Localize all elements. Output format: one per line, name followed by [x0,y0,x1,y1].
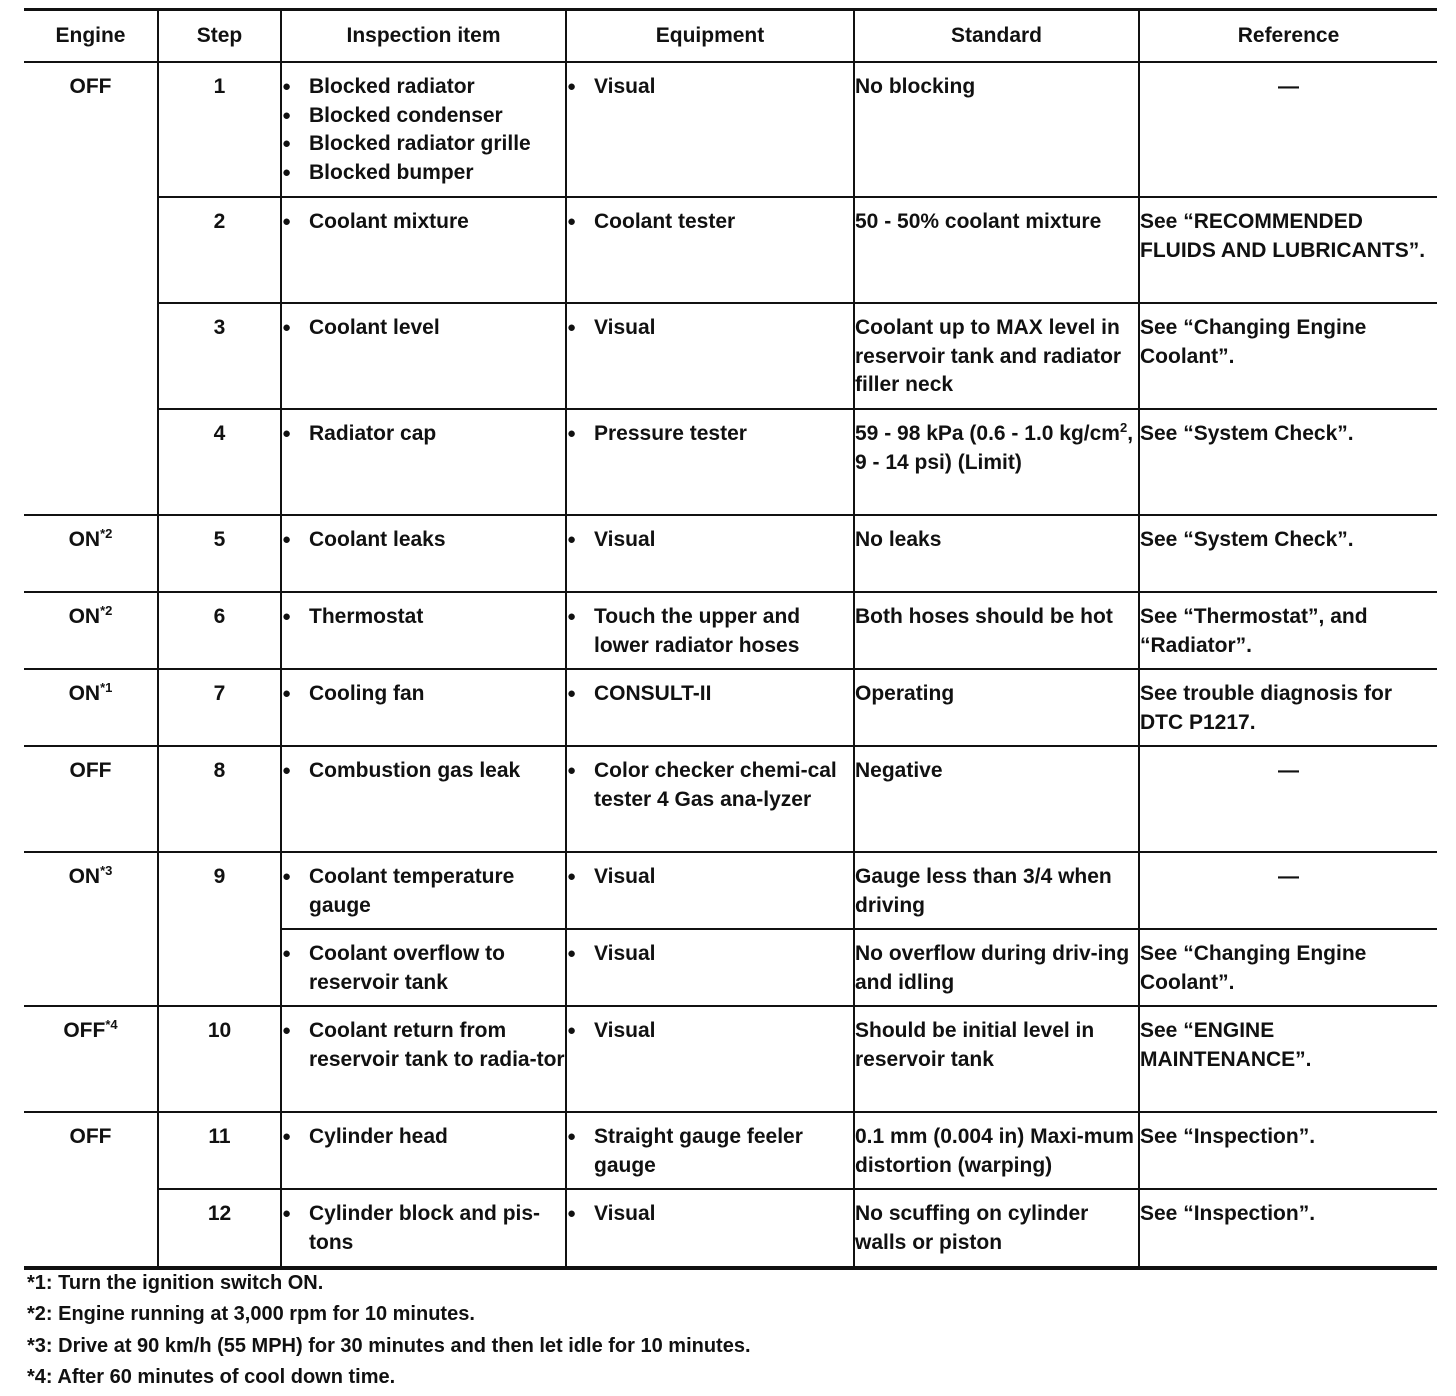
table-row [24,303,1437,409]
bullet-icon: ● [282,762,292,779]
reference-cell: — [1139,62,1437,197]
reference-cell: See “Changing Engine Coolant”. [1139,303,1437,409]
reference-cell: See “Changing Engine Coolant”. [1139,929,1437,1006]
step-cell: 5 [158,515,281,592]
bullet-icon: ● [282,135,292,152]
table-row [24,197,1437,303]
standard-cell: 0.1 mm (0.004 in) Maxi-mum distortion (warping) [854,1112,1139,1189]
table-row [24,746,1437,852]
bullet-icon: ● [282,425,292,442]
reference-cell: See “ENGINE MAINTENANCE”. [1139,1006,1437,1112]
step-cell: 7 [158,669,281,746]
footnote: *3: Drive at 90 km/h (55 MPH) for 30 minutes and then let idle for 10 minutes. [27,1334,751,1357]
footnote: *2: Engine running at 3,000 rpm for 10 minutes. [27,1303,475,1326]
inspection-item-cell: ● Coolant mixture [281,197,566,303]
equipment-cell: ● Touch the upper and lower radiator hoses [566,592,854,669]
step-cell: 3 [158,303,281,409]
header-engine: Engine [24,10,158,63]
equipment-cell: ● Coolant tester [566,197,854,303]
bullet-icon: ● [282,106,292,124]
footnote: *4: After 60 minutes of cool down time. [27,1365,396,1388]
step-cell: 12 [158,1189,281,1268]
bullet-icon: ● [567,945,577,962]
reference-cell: See “Inspection”. [1139,1189,1437,1268]
standard-cell: Negative [854,746,1139,852]
equipment-cell: ● Visual [566,929,854,1006]
standard-cell: Coolant up to MAX level in reservoir tank and radiator filler neck [854,303,1139,409]
equipment-cell: ● Pressure tester [566,409,854,515]
standard-cell: Should be initial level in reservoir tank [854,1006,1139,1112]
step-cell: 1 [158,62,281,197]
engine-cell: OFF [24,1112,158,1268]
equipment-cell: ● CONSULT-II [566,669,854,746]
bullet-icon: ● [567,425,577,442]
bullet-icon: ● [282,1205,292,1222]
table-row [24,592,1437,669]
table-row [24,62,1437,197]
bullet-icon: ● [567,319,577,336]
inspection-item-cell: ● Coolant temperature gauge [281,852,566,929]
table-row [24,1006,1437,1112]
engine-cell: ON$^{*3}$ [24,852,158,1006]
equipment-cell: ● Straight gauge feeler gauge [566,1112,854,1189]
inspection-item-cell: ● Coolant overflow to reservoir tank [281,929,566,1006]
footnotes [27,1268,751,1393]
bullet-icon: ● [282,608,292,625]
standard-cell: No scuffing on cylinder walls or piston [854,1189,1139,1268]
inspection-item-cell: ● Coolant return from reservoir tank to radia-tor [281,1006,566,1112]
bullet-icon: ● [567,1205,577,1222]
standard-cell: No overflow during driv-ing and idling [854,929,1139,1006]
equipment-cell: ● Visual [566,1189,854,1268]
header-step: Step [158,10,281,63]
table-row [24,515,1437,592]
step-cell: 10 [158,1006,281,1112]
bullet-icon: ● [282,685,292,702]
table-row [24,669,1437,746]
engine-cell: OFF$^{*4}$ [24,1006,158,1112]
engine-cell: OFF [24,62,158,515]
standard-cell: 59 - 98 kPa (0.6 - 1.0 $kg/cm^2$, 9 - 14 psi) (Limit) [854,409,1139,515]
step-cell: 2 [158,197,281,303]
reference-cell: See “Inspection”. [1139,1112,1437,1189]
reference-cell: See trouble diagnosis for DTC P1217. [1139,669,1437,746]
bullet-icon: ● [282,163,292,181]
inspection-item-cell: ● Radiator cap [281,409,566,515]
inspection-item-cell: ● Thermostat [281,592,566,669]
bullet-icon: ● [282,1128,292,1145]
inspection-item-cell: ● Blocked radiator ● Blocked condenser ● Blocked radiator grille ● Blocked bumper [281,62,566,197]
inspection-item-cell: ● Cylinder block and pis-tons [281,1189,566,1268]
standard-cell: Gauge less than 3/4 when driving [854,852,1139,929]
bullet-icon: ● [282,868,292,885]
inspection-item-cell: ● Cylinder head [281,1112,566,1189]
table-row [24,852,1437,929]
table-row [24,1112,1437,1189]
bullet-icon: ● [282,945,292,962]
engine-cell: ON$^{*1}$ [24,669,158,746]
bullet-icon: ● [282,78,292,95]
header-equipment: Equipment [566,10,854,63]
standard-cell: Operating [854,669,1139,746]
reference-cell: — [1139,852,1437,929]
standard-cell: No leaks [854,515,1139,592]
equipment-cell: ● Color checker chemi-cal tester 4 Gas ana-lyzer [566,746,854,852]
inspection-table [24,8,1437,1270]
header-inspection-item: Inspection item [281,10,566,63]
table-row [24,409,1437,515]
reference-cell: See “RECOMMENDED FLUIDS AND LUBRICANTS”. [1139,197,1437,303]
table-row [24,1189,1437,1268]
step-cell: 9 [158,852,281,1006]
bullet-icon: ● [282,1022,292,1039]
standard-cell: 50 - 50% coolant mixture [854,197,1139,303]
header-row [24,10,1437,63]
bullet-icon: ● [567,608,577,625]
engine-cell: OFF [24,746,158,852]
bullet-icon: ● [282,213,292,230]
equipment-cell: ● Visual [566,852,854,929]
bullet-icon: ● [567,78,577,95]
footnote: *1: Turn the ignition switch ON. [27,1272,324,1294]
equipment-cell: ● Visual [566,62,854,197]
engine-cell: ON$^{*2}$ [24,515,158,592]
equipment-cell: ● Visual [566,303,854,409]
header-standard: Standard [854,10,1139,63]
standard-cell: Both hoses should be hot [854,592,1139,669]
standard-cell: No blocking [854,62,1139,197]
bullet-icon: ● [567,1128,577,1145]
step-cell: 11 [158,1112,281,1189]
engine-cell: ON$^{*2}$ [24,592,158,669]
reference-cell: — [1139,746,1437,852]
bullet-icon: ● [567,213,577,230]
inspection-item-cell: ● Cooling fan [281,669,566,746]
reference-cell: See “System Check”. [1139,409,1437,515]
equipment-cell: ● Visual [566,1006,854,1112]
inspection-item-cell: ● Coolant level [281,303,566,409]
bullet-icon: ● [282,531,292,548]
header-reference: Reference [1139,10,1437,63]
reference-cell: See “System Check”. [1139,515,1437,592]
step-cell: 4 [158,409,281,515]
inspection-item-cell: ● Coolant leaks [281,515,566,592]
bullet-icon: ● [567,531,577,548]
bullet-icon: ● [567,1022,577,1039]
bullet-icon: ● [567,868,577,885]
reference-cell: See “Thermostat”, and “Radiator”. [1139,592,1437,669]
inspection-item-cell: ● Combustion gas leak [281,746,566,852]
bullet-icon: ● [567,762,577,779]
step-cell: 6 [158,592,281,669]
step-cell: 8 [158,746,281,852]
bullet-icon: ● [567,685,577,702]
equipment-cell: ● Visual [566,515,854,592]
bullet-icon: ● [282,319,292,336]
